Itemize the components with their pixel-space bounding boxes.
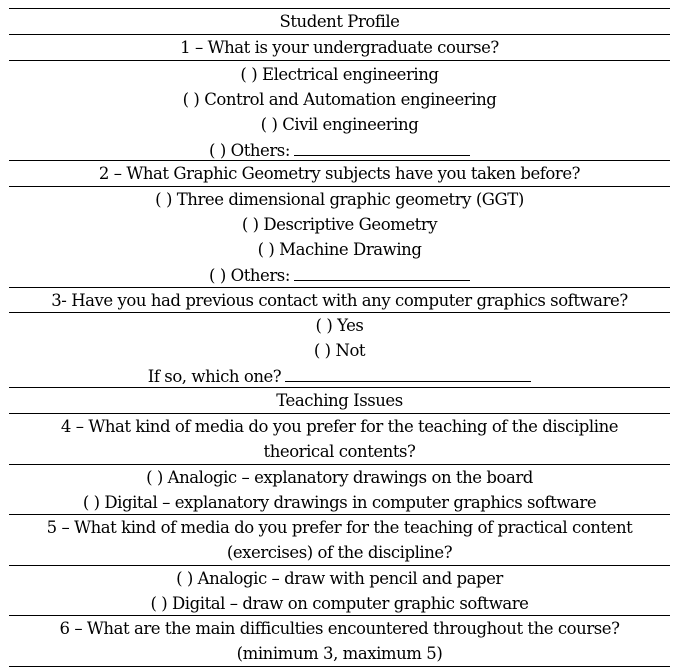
which-one-blank-field[interactable] [285,363,531,382]
option-descriptive-geometry[interactable]: ( ) Descriptive Geometry [241,215,438,234]
option-digital-software[interactable]: ( ) Digital – draw on computer graphic software [150,594,529,613]
section-title: Teaching Issues [276,391,403,410]
others-blank-field[interactable] [294,262,470,281]
question-text: 1 – What is your undergraduate course? [180,38,499,57]
option-electrical-engineering[interactable]: ( ) Electrical engineering [240,65,439,84]
question-text-line-2: theorical contents? [263,442,416,461]
section-header-teaching-issues [9,388,670,414]
section-header-student-profile [9,9,670,35]
option-analogic-board[interactable]: ( ) Analogic – explanatory drawings on the board [146,468,533,487]
question-1-row [9,35,670,61]
option-others-label: ( ) Others: [209,266,290,285]
option-yes[interactable]: ( ) Yes [315,316,364,335]
option-others[interactable] [9,137,670,163]
questionnaire-table [9,8,670,667]
option-others-label: ( ) Others: [209,141,290,160]
question-text-line-1: 4 – What kind of media do you prefer for the teaching of the discipline [60,417,619,436]
question-5-options [9,566,670,616]
question-1-options [9,61,670,161]
option-analogic-pencil-paper[interactable]: ( ) Analogic – draw with pencil and paper [176,569,503,588]
question-3-options [9,313,670,388]
question-2-row [9,161,670,187]
question-4-row [9,414,670,465]
question-text-line-1: 5 – What kind of media do you prefer for the teaching of practical content [46,518,633,537]
question-6-row [9,616,670,667]
question-3-row [9,288,670,313]
others-blank-field[interactable] [294,137,470,156]
option-three-dimensional-graphic-geometry[interactable]: ( ) Three dimensional graphic geometry (GGT) [155,190,524,209]
question-text-line-1: 6 – What are the main difficulties encountered throughout the course? [59,619,620,638]
question-5-row [9,515,670,566]
option-machine-drawing[interactable]: ( ) Machine Drawing [257,240,422,259]
which-one-label: If so, which one? [147,367,282,386]
option-control-automation-engineering[interactable]: ( ) Control and Automation engineering [182,90,497,109]
question-text-line-2: (exercises) of the discipline? [226,543,453,562]
question-text: 3- Have you had previous contact with any computer graphics software? [51,291,628,310]
section-title: Student Profile [279,12,400,31]
option-others[interactable] [9,262,670,288]
question-2-options [9,187,670,288]
option-not[interactable]: ( ) Not [313,341,366,360]
which-one-line[interactable] [9,363,670,389]
question-text-line-2: (minimum 3, maximum 5) [236,644,443,663]
option-civil-engineering[interactable]: ( ) Civil engineering [260,115,419,134]
question-4-options [9,465,670,515]
option-digital-software[interactable]: ( ) Digital – explanatory drawings in computer graphics software [82,493,597,512]
question-text: 2 – What Graphic Geometry subjects have you taken before? [98,164,581,183]
